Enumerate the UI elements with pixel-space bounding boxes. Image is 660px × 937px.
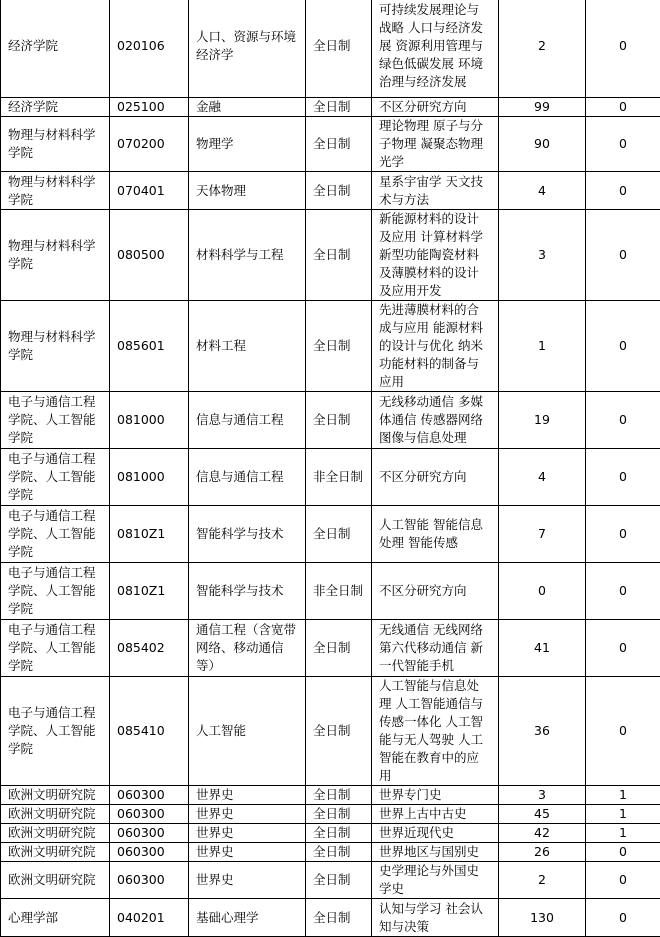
plan-cell: 2 bbox=[499, 862, 586, 899]
table-row bbox=[1, 449, 660, 506]
plan-cell: 26 bbox=[499, 843, 586, 862]
college-cell: 欧洲文明研究院 bbox=[1, 862, 110, 899]
table-row bbox=[1, 172, 660, 210]
code-cell: 081000 bbox=[110, 392, 189, 449]
major-cell: 世界史 bbox=[189, 843, 306, 862]
direction-cell: 不区分研究方向 bbox=[372, 98, 499, 117]
table-row bbox=[1, 899, 660, 937]
table-row bbox=[1, 506, 660, 563]
mode-cell: 全日制 bbox=[306, 98, 372, 117]
major-cell: 世界史 bbox=[189, 786, 306, 805]
code-cell: 070401 bbox=[110, 172, 189, 210]
major-cell: 材料工程 bbox=[189, 301, 306, 392]
table-row bbox=[1, 677, 660, 786]
major-cell: 金融 bbox=[189, 98, 306, 117]
code-cell: 060300 bbox=[110, 843, 189, 862]
mode-cell: 全日制 bbox=[306, 392, 372, 449]
extra-cell: 0 bbox=[586, 0, 660, 98]
plan-cell: 42 bbox=[499, 824, 586, 843]
table-row bbox=[1, 805, 660, 824]
major-cell: 基础心理学 bbox=[189, 899, 306, 937]
direction-cell: 人工智能 智能信息处理 智能传感 bbox=[372, 506, 499, 563]
extra-cell: 0 bbox=[586, 172, 660, 210]
extra-cell: 0 bbox=[586, 301, 660, 392]
major-cell: 世界史 bbox=[189, 805, 306, 824]
code-cell: 060300 bbox=[110, 824, 189, 843]
table-row bbox=[1, 843, 660, 862]
mode-cell: 全日制 bbox=[306, 620, 372, 677]
code-cell: 085410 bbox=[110, 677, 189, 786]
table-row bbox=[1, 117, 660, 172]
mode-cell: 全日制 bbox=[306, 824, 372, 843]
code-cell: 0810Z1 bbox=[110, 563, 189, 620]
direction-cell: 史学理论与外国史学史 bbox=[372, 862, 499, 899]
table-row bbox=[1, 392, 660, 449]
direction-cell: 认知与学习 社会认知与决策 bbox=[372, 899, 499, 937]
major-cell: 智能科学与技术 bbox=[189, 506, 306, 563]
extra-cell: 0 bbox=[586, 506, 660, 563]
major-cell: 世界史 bbox=[189, 862, 306, 899]
code-cell: 070200 bbox=[110, 117, 189, 172]
table-row bbox=[1, 210, 660, 301]
code-cell: 080500 bbox=[110, 210, 189, 301]
plan-cell: 45 bbox=[499, 805, 586, 824]
code-cell: 060300 bbox=[110, 862, 189, 899]
college-cell: 电子与通信工程学院、人工智能学院 bbox=[1, 620, 110, 677]
direction-cell: 人工智能与信息处理 人工智能通信与传感一体化 人工智能与无人驾驶 人工智能在教育中的应用 bbox=[372, 677, 499, 786]
table-row bbox=[1, 862, 660, 899]
direction-cell: 理论物理 原子与分子物理 凝聚态物理 光学 bbox=[372, 117, 499, 172]
college-cell: 电子与通信工程学院、人工智能学院 bbox=[1, 677, 110, 786]
plan-cell: 7 bbox=[499, 506, 586, 563]
college-cell: 物理与材料科学学院 bbox=[1, 301, 110, 392]
mode-cell: 全日制 bbox=[306, 506, 372, 563]
mode-cell: 全日制 bbox=[306, 786, 372, 805]
college-cell: 心理学部 bbox=[1, 899, 110, 937]
table-row bbox=[1, 301, 660, 392]
college-cell: 电子与通信工程学院、人工智能学院 bbox=[1, 449, 110, 506]
direction-cell: 不区分研究方向 bbox=[372, 449, 499, 506]
major-cell: 信息与通信工程 bbox=[189, 449, 306, 506]
major-cell: 人口、资源与环境经济学 bbox=[189, 0, 306, 98]
plan-cell: 3 bbox=[499, 786, 586, 805]
major-cell: 世界史 bbox=[189, 824, 306, 843]
extra-cell: 0 bbox=[586, 117, 660, 172]
extra-cell: 0 bbox=[586, 620, 660, 677]
extra-cell: 0 bbox=[586, 98, 660, 117]
extra-cell: 0 bbox=[586, 899, 660, 937]
plan-cell: 1 bbox=[499, 301, 586, 392]
direction-cell: 世界上古中古史 bbox=[372, 805, 499, 824]
major-cell: 天体物理 bbox=[189, 172, 306, 210]
mode-cell: 全日制 bbox=[306, 843, 372, 862]
plan-cell: 4 bbox=[499, 172, 586, 210]
mode-cell: 全日制 bbox=[306, 117, 372, 172]
code-cell: 060300 bbox=[110, 805, 189, 824]
mode-cell: 全日制 bbox=[306, 0, 372, 98]
major-cell: 物理学 bbox=[189, 117, 306, 172]
code-cell: 060300 bbox=[110, 786, 189, 805]
direction-cell: 无线移动通信 多媒体通信 传感器网络 图像与信息处理 bbox=[372, 392, 499, 449]
extra-cell: 0 bbox=[586, 862, 660, 899]
college-cell: 经济学院 bbox=[1, 98, 110, 117]
direction-cell: 不区分研究方向 bbox=[372, 563, 499, 620]
table-row bbox=[1, 563, 660, 620]
plan-cell: 36 bbox=[499, 677, 586, 786]
mode-cell: 全日制 bbox=[306, 301, 372, 392]
extra-cell: 1 bbox=[586, 824, 660, 843]
college-cell: 物理与材料科学学院 bbox=[1, 210, 110, 301]
extra-cell: 0 bbox=[586, 210, 660, 301]
extra-cell: 0 bbox=[586, 843, 660, 862]
plan-cell: 41 bbox=[499, 620, 586, 677]
code-cell: 040201 bbox=[110, 899, 189, 937]
plan-cell: 90 bbox=[499, 117, 586, 172]
college-cell: 电子与通信工程学院、人工智能学院 bbox=[1, 506, 110, 563]
direction-cell: 世界地区与国别史 bbox=[372, 843, 499, 862]
plan-cell: 99 bbox=[499, 98, 586, 117]
table-row bbox=[1, 786, 660, 805]
table-row bbox=[1, 824, 660, 843]
plan-cell: 19 bbox=[499, 392, 586, 449]
code-cell: 025100 bbox=[110, 98, 189, 117]
college-cell: 欧洲文明研究院 bbox=[1, 805, 110, 824]
major-cell: 人工智能 bbox=[189, 677, 306, 786]
plan-cell: 3 bbox=[499, 210, 586, 301]
table-row bbox=[1, 98, 660, 117]
extra-cell: 0 bbox=[586, 677, 660, 786]
college-cell: 欧洲文明研究院 bbox=[1, 843, 110, 862]
mode-cell: 非全日制 bbox=[306, 563, 372, 620]
major-cell: 材料科学与工程 bbox=[189, 210, 306, 301]
major-cell: 智能科学与技术 bbox=[189, 563, 306, 620]
extra-cell: 1 bbox=[586, 805, 660, 824]
direction-cell: 无线通信 无线网络 第六代移动通信 新一代智能手机 bbox=[372, 620, 499, 677]
code-cell: 081000 bbox=[110, 449, 189, 506]
mode-cell: 非全日制 bbox=[306, 449, 372, 506]
extra-cell: 0 bbox=[586, 563, 660, 620]
college-cell: 经济学院 bbox=[1, 0, 110, 98]
plan-cell: 4 bbox=[499, 449, 586, 506]
plan-cell: 0 bbox=[499, 563, 586, 620]
direction-cell: 新能源材料的设计及应用 计算材料学 新型功能陶瓷材料及薄膜材料的设计及应用开发 bbox=[372, 210, 499, 301]
extra-cell: 0 bbox=[586, 449, 660, 506]
mode-cell: 全日制 bbox=[306, 210, 372, 301]
college-cell: 物理与材料科学学院 bbox=[1, 117, 110, 172]
major-cell: 信息与通信工程 bbox=[189, 392, 306, 449]
table-row bbox=[1, 620, 660, 677]
direction-cell: 星系宇宙学 天文技术与方法 bbox=[372, 172, 499, 210]
direction-cell: 世界专门史 bbox=[372, 786, 499, 805]
extra-cell: 0 bbox=[586, 392, 660, 449]
mode-cell: 全日制 bbox=[306, 899, 372, 937]
college-cell: 电子与通信工程学院、人工智能学院 bbox=[1, 392, 110, 449]
plan-cell: 2 bbox=[499, 0, 586, 98]
college-cell: 电子与通信工程学院、人工智能学院 bbox=[1, 563, 110, 620]
code-cell: 020106 bbox=[110, 0, 189, 98]
mode-cell: 全日制 bbox=[306, 805, 372, 824]
major-cell: 通信工程（含宽带网络、移动通信等） bbox=[189, 620, 306, 677]
plan-cell: 130 bbox=[499, 899, 586, 937]
direction-cell: 世界近现代史 bbox=[372, 824, 499, 843]
extra-cell: 1 bbox=[586, 786, 660, 805]
code-cell: 085402 bbox=[110, 620, 189, 677]
table-row bbox=[1, 0, 660, 98]
college-cell: 物理与材料科学学院 bbox=[1, 172, 110, 210]
mode-cell: 全日制 bbox=[306, 677, 372, 786]
mode-cell: 全日制 bbox=[306, 172, 372, 210]
code-cell: 0810Z1 bbox=[110, 506, 189, 563]
mode-cell: 全日制 bbox=[306, 862, 372, 899]
college-cell: 欧洲文明研究院 bbox=[1, 786, 110, 805]
code-cell: 085601 bbox=[110, 301, 189, 392]
direction-cell: 先进薄膜材料的合成与应用 能源材料的设计与优化 纳米功能材料的制备与应用 bbox=[372, 301, 499, 392]
college-cell: 欧洲文明研究院 bbox=[1, 824, 110, 843]
direction-cell: 可持续发展理论与战略 人口与经济发展 资源利用管理与绿色低碳发展 环境治理与经济发展 bbox=[372, 0, 499, 98]
